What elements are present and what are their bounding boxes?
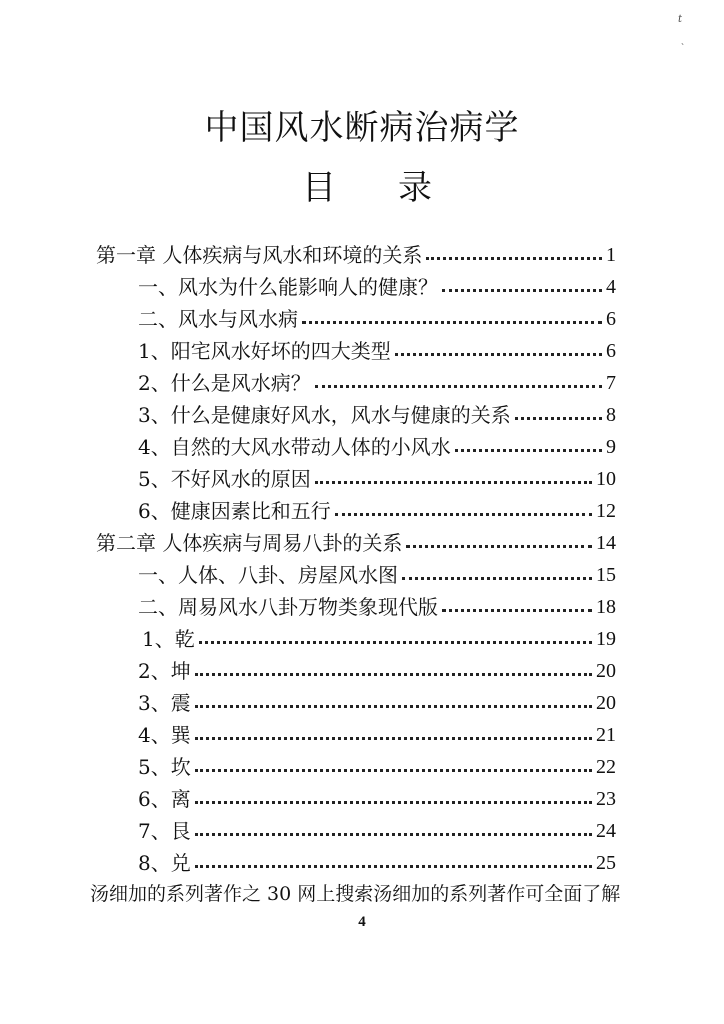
dot-leader <box>335 513 592 516</box>
toc-heading <box>302 166 432 210</box>
toc-entry-title: 6、离 <box>138 787 191 811</box>
toc-entry-title: 4、自然的大风水带动人体的小风水 <box>138 435 451 459</box>
dot-leader <box>195 769 592 772</box>
toc-entry <box>142 624 616 654</box>
toc-entry <box>138 720 616 750</box>
page-number: 4 <box>358 914 366 930</box>
toc-entry-page: 24 <box>596 820 616 842</box>
corner-mark: t <box>678 14 683 25</box>
dot-leader <box>442 609 592 612</box>
dot-leader <box>406 545 592 548</box>
dot-leader <box>195 801 592 804</box>
toc-entry-page: 7 <box>606 372 616 394</box>
toc-entry-page: 25 <box>596 852 616 874</box>
toc-entry-page: 12 <box>596 500 616 522</box>
dot-leader <box>302 321 602 324</box>
dot-leader <box>195 865 592 868</box>
toc-entry-title: 1、乾 <box>142 627 195 651</box>
dot-leader <box>442 289 602 292</box>
toc-entry-page: 1 <box>606 244 616 266</box>
toc-entry <box>138 464 616 494</box>
dot-leader <box>195 833 592 836</box>
toc-entry-title: 1、阳宅风水好坏的四大类型 <box>138 339 391 363</box>
toc-entry <box>138 656 616 686</box>
toc-entry-page: 4 <box>606 276 616 298</box>
toc-entry <box>138 752 616 782</box>
toc-entry-title: 8、兑 <box>138 851 191 875</box>
toc-entry <box>138 432 616 462</box>
toc-entry <box>138 400 616 430</box>
toc-entry-page: 9 <box>606 436 616 458</box>
toc-entry <box>138 368 616 398</box>
dot-leader <box>315 481 592 484</box>
toc-entry-title: 二、周易风水八卦万物类象现代版 <box>138 595 438 619</box>
dot-leader <box>195 737 592 740</box>
toc-entry-page: 6 <box>606 308 616 330</box>
toc-entry-title: 第二章 人体疾病与周易八卦的关系 <box>96 531 403 555</box>
toc-heading-char-2: 录 <box>398 168 432 208</box>
toc-entry-chapter-1 <box>96 240 616 270</box>
dot-leader <box>426 257 602 260</box>
toc-entry-page: 14 <box>596 532 616 554</box>
dot-leader <box>315 385 602 388</box>
toc-entry-page: 20 <box>596 692 616 714</box>
toc-entry-chapter-2 <box>96 528 616 558</box>
toc-entry-page: 6 <box>606 340 616 362</box>
toc-entry-page: 15 <box>596 564 616 586</box>
dot-leader <box>199 641 592 644</box>
toc-entry-title: 6、健康因素比和五行 <box>138 499 331 523</box>
dot-leader <box>195 673 592 676</box>
book-title: 中国风水断病治病学 <box>204 108 520 148</box>
toc-entry <box>138 848 616 878</box>
toc-entry <box>138 784 616 814</box>
toc-entry-title: 3、什么是健康好风水，风水与健康的关系 <box>138 403 511 427</box>
dot-leader <box>455 449 602 452</box>
toc-entry <box>138 496 616 526</box>
toc-entry <box>138 816 616 846</box>
toc-entry <box>138 272 616 302</box>
toc-entry-page: 8 <box>606 404 616 426</box>
series-footer-note: 汤细加的系列著作之 30 网上搜索汤细加的系列著作可全面了解 <box>90 883 621 905</box>
toc-entry-page: 23 <box>596 788 616 810</box>
dot-leader <box>402 577 592 580</box>
toc-entry-title: 一、风水为什么能影响人的健康？ <box>138 275 438 299</box>
toc-entry-page: 21 <box>596 724 616 746</box>
toc-entry-page: 22 <box>596 756 616 778</box>
corner-mark-secondary: 、 <box>681 37 689 46</box>
toc-entry-page: 18 <box>596 596 616 618</box>
toc-entry-title: 第一章 人体疾病与风水和环境的关系 <box>96 243 423 267</box>
toc-entry-title: 5、不好风水的原因 <box>138 467 311 491</box>
toc-entry-page: 10 <box>596 468 616 490</box>
toc-entry-title: 2、坤 <box>138 659 191 683</box>
toc-entry-title: 2、什么是风水病？ <box>138 371 311 395</box>
toc-entry <box>138 592 616 622</box>
dot-leader <box>195 705 592 708</box>
toc-entry <box>138 688 616 718</box>
toc-entry <box>138 560 616 590</box>
toc-heading-char-1: 目 <box>302 168 336 208</box>
toc-entry <box>138 336 616 366</box>
toc-entry-title: 5、坎 <box>138 755 191 779</box>
toc-entry-page: 20 <box>596 660 616 682</box>
dot-leader <box>395 353 602 356</box>
toc-entry-title: 3、震 <box>138 691 191 715</box>
toc-entry-page: 19 <box>596 628 616 650</box>
toc-entry-title: 二、风水与风水病 <box>138 307 298 331</box>
dot-leader <box>515 417 602 420</box>
toc-entry-title: 一、人体、八卦、房屋风水图 <box>138 563 398 587</box>
toc-entry-title: 4、巽 <box>138 723 191 747</box>
toc-entry <box>138 304 616 334</box>
toc-entry-title: 7、艮 <box>138 819 191 843</box>
